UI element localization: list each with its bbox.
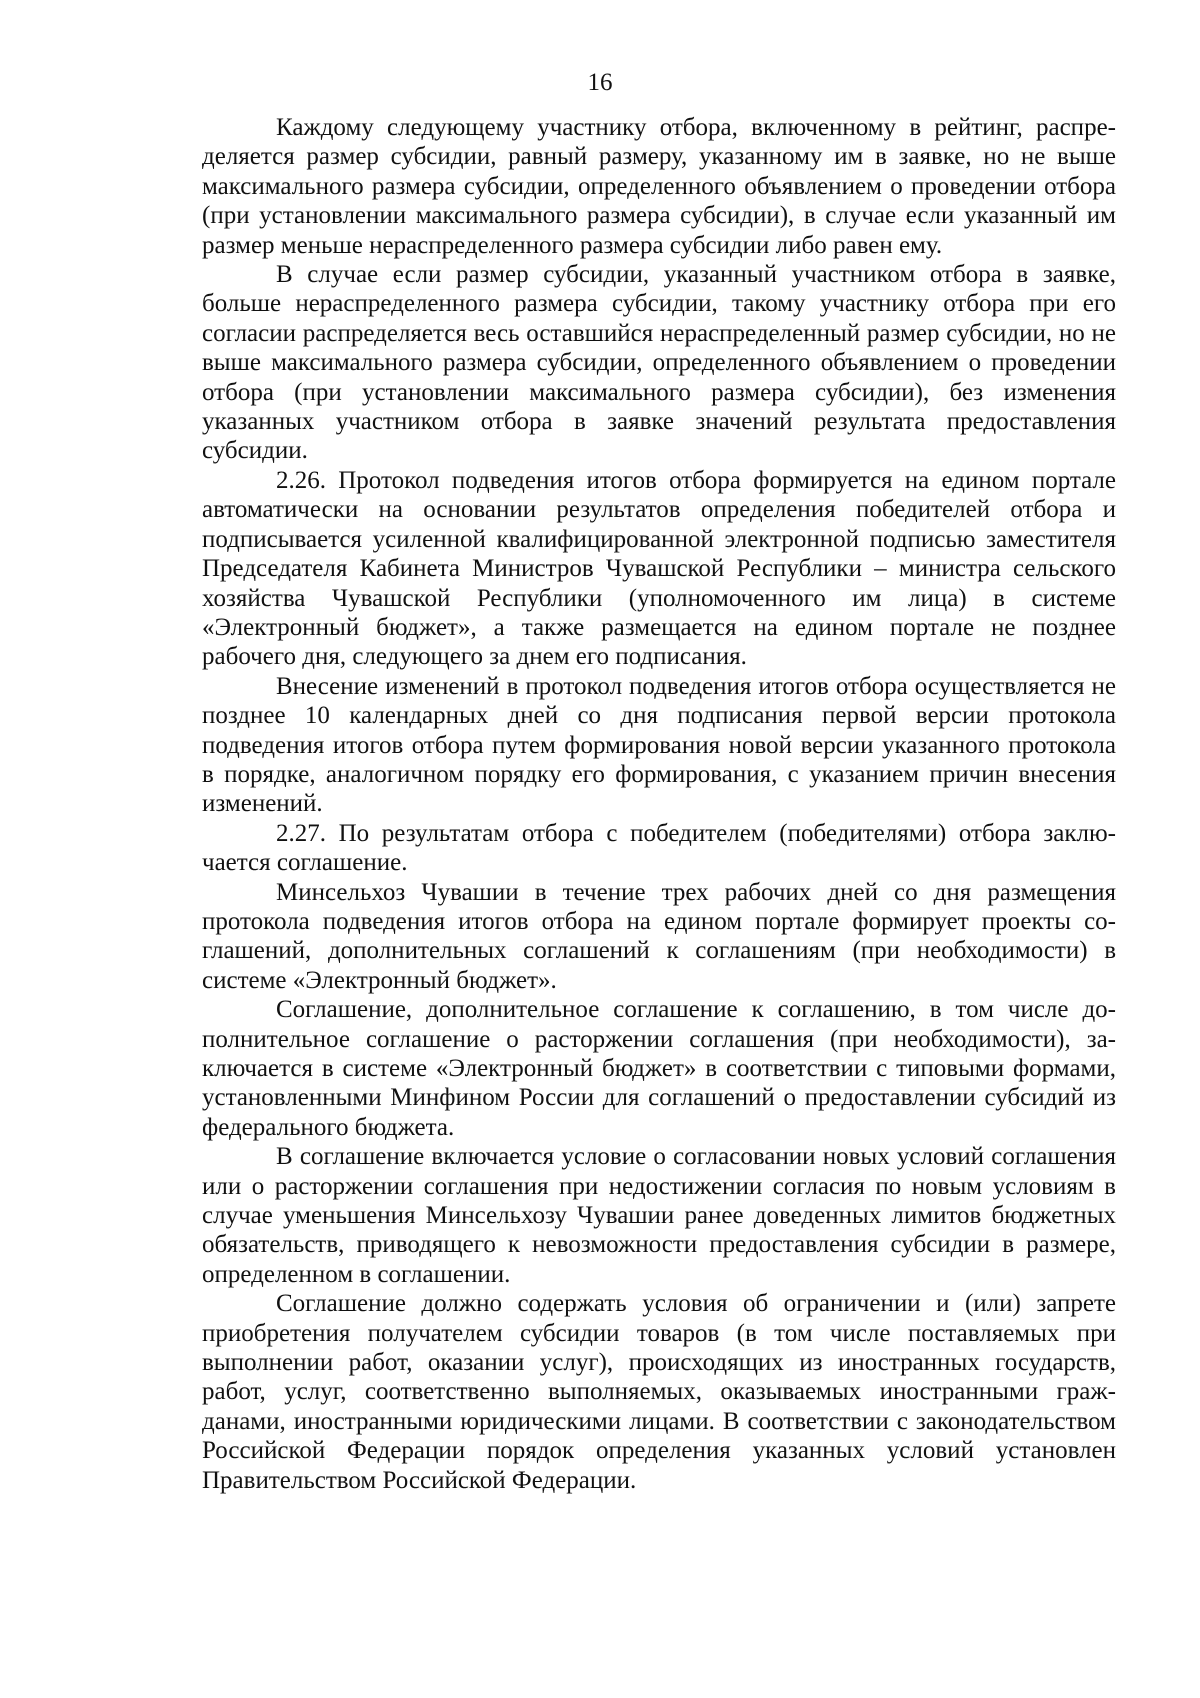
document-body [202,113,1116,1495]
paragraph: Каждому следующему участнику отбора, включенному в рейтинг, распределяется размер субсидии, равный размеру, указанному им в заявке, но не выше максимального размера субсидии, определенного объявлением о проведении отбора (при установлении максимального размера субсидии), в случае если указанный им размер меньше нераспределенного размера субсидии либо равен ему. [202,114,1116,259]
paragraph: В соглашение включается условие о согласовании новых условий соглашения или о расторжении соглашения при недостижении согласия по новым условиям в случае уменьшения Минсельхозу Чувашии ранее доведенных лимитов бюджетных обязательств, приводящего к невозможности предоставления субсидии в размере, определенном в соглашении. [202,1143,1116,1288]
page-number: 16 [587,69,613,96]
paragraph: 2.27. По результатам отбора с победителем (победителями) отбора заключается соглашение. [202,819,1116,877]
paragraph: В случае если размер субсидии, указанный участником отбора в заявке, больше нераспределенного размера субсидии, такому участнику отбора при его согласии распределяется весь оставшийся нераспределенный размер субсидии, но не выше максимального размера субсидии, определенного объявлением о проведении отбора (при установлении максимального размера субсидии), без изменения указанных участником отбора в заявке значений результата предоставления субсидии. [202,261,1116,465]
paragraph: Соглашение, дополнительное соглашение к соглашению, в том числе дополнительное соглашение о расторжении соглашения (при необходимости), заключается в системе «Электронный бюджет» в соответствии с типовыми формами, установленными Минфином России для соглашений о предоставлении субсидий из федерального бюджета. [202,996,1116,1141]
paragraph: Минсельхоз Чувашии в течение трех рабочих дней со дня размещения протокола подведения итогов отбора на едином портале формирует проекты соглашений, дополнительных соглашений к соглашениям (при необходимости) в системе «Электронный бюджет». [202,878,1116,994]
paragraph: Соглашение должно содержать условия об ограничении и (или) запрете приобретения получателем субсидии товаров (в том числе поставляемых при выполнении работ, оказании услуг), происходящих из иностранных государств, работ, услуг, соответственно выполняемых, оказываемых иностранными гражданами, иностранными юридическими лицами. В соответствии с законодательством Российской Федерации порядок определения указанных условий установлен Правительством Российской Федерации. [202,1290,1116,1494]
paragraph: 2.26. Протокол подведения итогов отбора формируется на едином портале автоматически на основании результатов определения победителей отбора и подписывается усиленной квалифицированной электронной подписью заместителя Председателя Кабинета Министров Чувашской Республики – министра сельского хозяйства Чувашской Республики (уполномоченного им лица) в системе «Электронный бюджет», а также размещается на едином портале не позднее рабочего дня, следующего за днем его подписания. [202,466,1116,671]
paragraph: Внесение изменений в протокол подведения итогов отбора осуществляется не позднее 10 календарных дней со дня подписания первой версии протокола подведения итогов отбора путем формирования новой версии указанного протокола в порядке, аналогичном порядку его формирования, с указанием причин внесения изменений. [202,672,1116,818]
